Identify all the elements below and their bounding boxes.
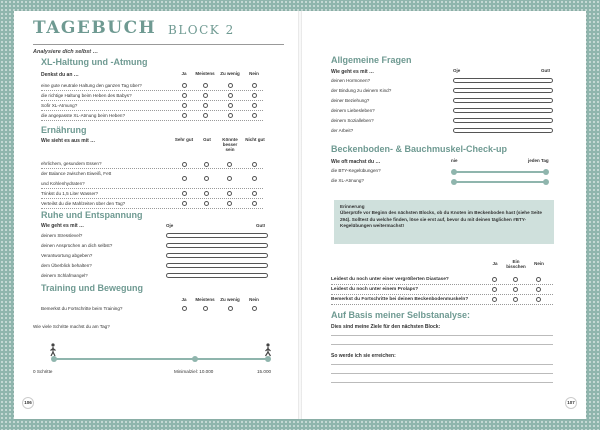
ern-row-2: der Balance zwischen Eiweiß, Fett [41, 171, 112, 176]
dia-r3-nein-radio[interactable] [536, 297, 541, 302]
steps-scale-min-marker [51, 356, 57, 362]
xl-row-3: Sofir XL-Atmung? [41, 103, 78, 108]
tr-col-nein: Nein [249, 297, 259, 302]
divider [331, 304, 553, 305]
allgemein-left-label: Oje [453, 68, 461, 73]
ern-row-5: Verteilst du die Mahlzeiten über den Tag? [41, 201, 126, 206]
page-number-right: 107 [565, 397, 577, 409]
ern-r3-besser-radio[interactable] [227, 191, 232, 196]
ern-col-sehrgut: Sehr gut [174, 137, 194, 142]
tr-col-meistens: Meistens [195, 297, 215, 302]
xl-row-4: die angepasste XL-Atmung beim Heben? [41, 113, 126, 118]
xl-col-nein: Nein [249, 71, 259, 76]
beckenboden-left-label: nie [451, 158, 458, 163]
divider [41, 90, 263, 91]
reach-write-line-1[interactable] [331, 364, 553, 365]
allg-row-1: deinen Hormonen? [331, 78, 371, 83]
ern-r1-nichtgut-radio[interactable] [252, 162, 257, 167]
page-number-left: 106 [22, 397, 34, 409]
steps-scale-track[interactable] [54, 358, 268, 360]
xl-r3-meistens-radio[interactable] [203, 103, 208, 108]
reach-write-line-3[interactable] [331, 382, 553, 383]
dia-r1-bisschen-radio[interactable] [513, 277, 518, 282]
divider [331, 284, 553, 285]
xl-col-meistens: Meistens [195, 71, 215, 76]
ern-col-gut: Gut [203, 137, 211, 142]
selbstanalyse-heading: Auf Basis meiner Selbstanalyse: [331, 310, 471, 320]
dia-r1-ja-radio[interactable] [492, 277, 497, 282]
dia-r2-ja-radio[interactable] [492, 287, 497, 292]
allg-row-2: der Bindung zu deinem Kind? [331, 88, 392, 93]
walking-figure-left-icon [49, 343, 57, 357]
tr-col-ja: Ja [181, 297, 187, 302]
beckenboden-heading: Beckenboden- & Bauchmuskel-Check-up [331, 144, 508, 154]
allg-slider-1[interactable] [453, 78, 553, 83]
ruhe-slider-2[interactable] [166, 243, 268, 248]
ern-r4-nichtgut-radio[interactable] [252, 201, 257, 206]
block-label: BLOCK 2 [168, 23, 235, 37]
ern-r2-sehrgut-radio[interactable] [182, 176, 187, 181]
xl-col-ja: Ja [181, 71, 187, 76]
xl-r1-zuwenig-radio[interactable] [228, 83, 233, 88]
ern-r4-besser-radio[interactable] [227, 201, 232, 206]
ern-r3-gut-radio[interactable] [204, 191, 209, 196]
ern-r4-gut-radio[interactable] [204, 201, 209, 206]
allg-row-3: deiner Beziehung? [331, 98, 370, 103]
xl-r4-nein-radio[interactable] [252, 113, 257, 118]
ern-row-1: ehrlichem, gesundem Essen? [41, 161, 102, 166]
dia-row-1: Leidest du noch unter einer vergrößerten Diastase? [331, 277, 449, 282]
allg-slider-3[interactable] [453, 98, 553, 103]
dia-col-ja: Ja [492, 261, 498, 266]
reach-write-line-2[interactable] [331, 373, 553, 374]
ern-r3-sehrgut-radio[interactable] [182, 191, 187, 196]
ruhe-row-3: Verantwortung abgeben? [41, 253, 93, 258]
right-page-content [301, 11, 586, 419]
goals-label: Dies sind meine Ziele für den nächsten Block: [331, 324, 441, 330]
allg-row-4: deinem Liebesleben? [331, 108, 375, 113]
bb-scale-1-end [543, 169, 549, 175]
xl-row-2: die richtige Haltung beim Heben des Babys? [41, 93, 132, 98]
xl-r3-zuwenig-radio[interactable] [228, 103, 233, 108]
bb-row-2: die XL-Atmung? [331, 178, 364, 183]
divider [331, 294, 553, 295]
xl-r2-meistens-radio[interactable] [203, 93, 208, 98]
diary-title: TAGEBUCH [33, 18, 157, 38]
steps-goal-label: Minimalziel: 10.000 [174, 369, 214, 374]
ern-row-4: Trinkst du 1,5 Liter Wasser? [41, 191, 99, 196]
divider [41, 188, 263, 189]
tr-meistens-radio[interactable] [203, 306, 208, 311]
xl-r2-zuwenig-radio[interactable] [228, 93, 233, 98]
walking-figure-right-icon [264, 343, 272, 357]
dia-r2-nein-radio[interactable] [536, 287, 541, 292]
dia-col-bisschen: Ein bisschen [506, 259, 526, 269]
ruhe-slider-1[interactable] [166, 233, 268, 238]
ruhe-row-4: dem Überblick behalten? [41, 263, 92, 268]
allgemein-heading: Allgemeine Fragen [331, 55, 412, 65]
steps-question: Wie viele Schritte machst du am Tag? [33, 324, 110, 329]
ruhe-prompt: Wie geht es mit … [41, 223, 85, 229]
allg-slider-5[interactable] [453, 118, 553, 123]
allgemein-prompt: Wie geht es mit … [331, 69, 375, 75]
allg-row-6: der Arbeit? [331, 128, 354, 133]
xl-heading: XL-Haltung und -Atmung [41, 57, 148, 67]
ern-r1-sehrgut-radio[interactable] [182, 162, 187, 167]
ern-r4-sehrgut-radio[interactable] [182, 201, 187, 206]
left-page-content [14, 11, 299, 419]
tr-nein-radio[interactable] [252, 306, 257, 311]
ruhe-left-label: Oje [166, 223, 174, 228]
divider [41, 208, 263, 209]
training-heading: Training und Bewegung [41, 283, 143, 293]
allg-slider-2[interactable] [453, 88, 553, 93]
xl-col-zuwenig: Zu wenig [220, 71, 240, 76]
xl-r4-meistens-radio[interactable] [203, 113, 208, 118]
dia-r2-bisschen-radio[interactable] [513, 287, 518, 292]
xl-r4-zuwenig-radio[interactable] [228, 113, 233, 118]
xl-r3-nein-radio[interactable] [252, 103, 257, 108]
reach-label: So werde ich sie erreichen: [331, 353, 396, 359]
bb-scale-2-start [451, 179, 457, 185]
ruhe-row-2: deinen Ansprüchen an dich selbst? [41, 243, 113, 248]
ruhe-row-1: deinem Stresslevel? [41, 233, 83, 238]
tr-ja-radio[interactable] [182, 306, 187, 311]
xl-r2-nein-radio[interactable] [252, 93, 257, 98]
ern-r1-besser-radio[interactable] [227, 162, 232, 167]
ruhe-heading: Ruhe und Entspannung [41, 210, 143, 220]
ern-r3-nichtgut-radio[interactable] [252, 191, 257, 196]
xl-r3-ja-radio[interactable] [182, 103, 187, 108]
beckenboden-prompt: Wie oft machst du … [331, 159, 381, 165]
ern-r2-nichtgut-radio[interactable] [252, 176, 257, 181]
dia-r3-bisschen-radio[interactable] [513, 297, 518, 302]
allg-slider-4[interactable] [453, 108, 553, 113]
divider [41, 100, 263, 101]
reminder-box [334, 200, 554, 244]
divider [41, 110, 263, 111]
goals-write-line-1[interactable] [331, 335, 553, 336]
reminder-text: Überprüfe vor Beginn des nächsten Blocks, ob du Knoten im Beckenboden hast (siehe Seite 294). Solltest du welche finden, löse sie erst auf, bevor du mit deinen täglichen #BTY-Kegelübungen weitermachst! [340, 210, 542, 229]
allgemein-right-label: Gut! [541, 68, 551, 73]
ern-r1-gut-radio[interactable] [204, 162, 209, 167]
steps-max-label: 15.000 [257, 369, 272, 374]
training-row: Bemerkst du Fortschritte beim Training? [41, 306, 123, 311]
steps-scale-goal-marker [192, 356, 198, 362]
xl-prompt: Denkst du an … [41, 72, 79, 78]
reminder-title: Erinnerung [340, 204, 365, 209]
ern-col-nichtgut: Nicht gut [245, 137, 265, 142]
intro-text: Analysiere dich selbst … [33, 49, 99, 55]
ruhe-right-label: Gut! [256, 223, 266, 228]
xl-r1-nein-radio[interactable] [252, 83, 257, 88]
dia-row-3: Bemerkst du Fortschritte bei deinen Beckenbodenmuskeln? [331, 297, 469, 302]
ernaehrung-prompt: Wie sieht es aus mit … [41, 138, 96, 144]
tr-zuwenig-radio[interactable] [228, 306, 233, 311]
xl-r4-ja-radio[interactable] [182, 113, 187, 118]
divider [41, 198, 263, 199]
ern-r2-besser-radio[interactable] [227, 176, 232, 181]
xl-row-1: eine gute neutrale Haltung den ganzen Tag über? [41, 83, 142, 88]
xl-r1-meistens-radio[interactable] [203, 83, 208, 88]
xl-r2-ja-radio[interactable] [182, 93, 187, 98]
allg-row-5: deinem Sozialleben? [331, 118, 374, 123]
tr-col-zuwenig: Zu wenig [220, 297, 240, 302]
steps-min-label: 0 Schritte [33, 369, 53, 374]
divider [41, 120, 263, 121]
bb-scale-1-start [451, 169, 457, 175]
ruhe-slider-3[interactable] [166, 253, 268, 258]
dia-r3-ja-radio[interactable] [492, 297, 497, 302]
dia-row-2: Leidest du noch unter einem Prolaps? [331, 287, 419, 292]
dia-r1-nein-radio[interactable] [536, 277, 541, 282]
goals-write-line-2[interactable] [331, 344, 553, 345]
ernaehrung-heading: Ernährung [41, 125, 87, 135]
title-divider [33, 44, 284, 45]
allg-slider-6[interactable] [453, 128, 553, 133]
bb-scale-2[interactable] [454, 181, 546, 183]
steps-scale-max-marker [265, 356, 271, 362]
bb-row-1: die BTY-Kegelübungen? [331, 168, 381, 173]
bb-scale-2-end [543, 179, 549, 185]
ruhe-row-5: deinem Schlafmangel? [41, 273, 88, 278]
divider [41, 168, 263, 169]
beckenboden-right-label: jeden Tag [528, 158, 549, 163]
xl-r1-ja-radio[interactable] [182, 83, 187, 88]
ern-col-besser: Könnte besser sein [222, 137, 238, 152]
ruhe-slider-5[interactable] [166, 273, 268, 278]
ern-r2-gut-radio[interactable] [204, 176, 209, 181]
bb-scale-1[interactable] [454, 171, 546, 173]
ern-row-3: und Kohlenhydraten? [41, 181, 85, 186]
dia-col-nein: Nein [534, 261, 544, 266]
ruhe-slider-4[interactable] [166, 263, 268, 268]
